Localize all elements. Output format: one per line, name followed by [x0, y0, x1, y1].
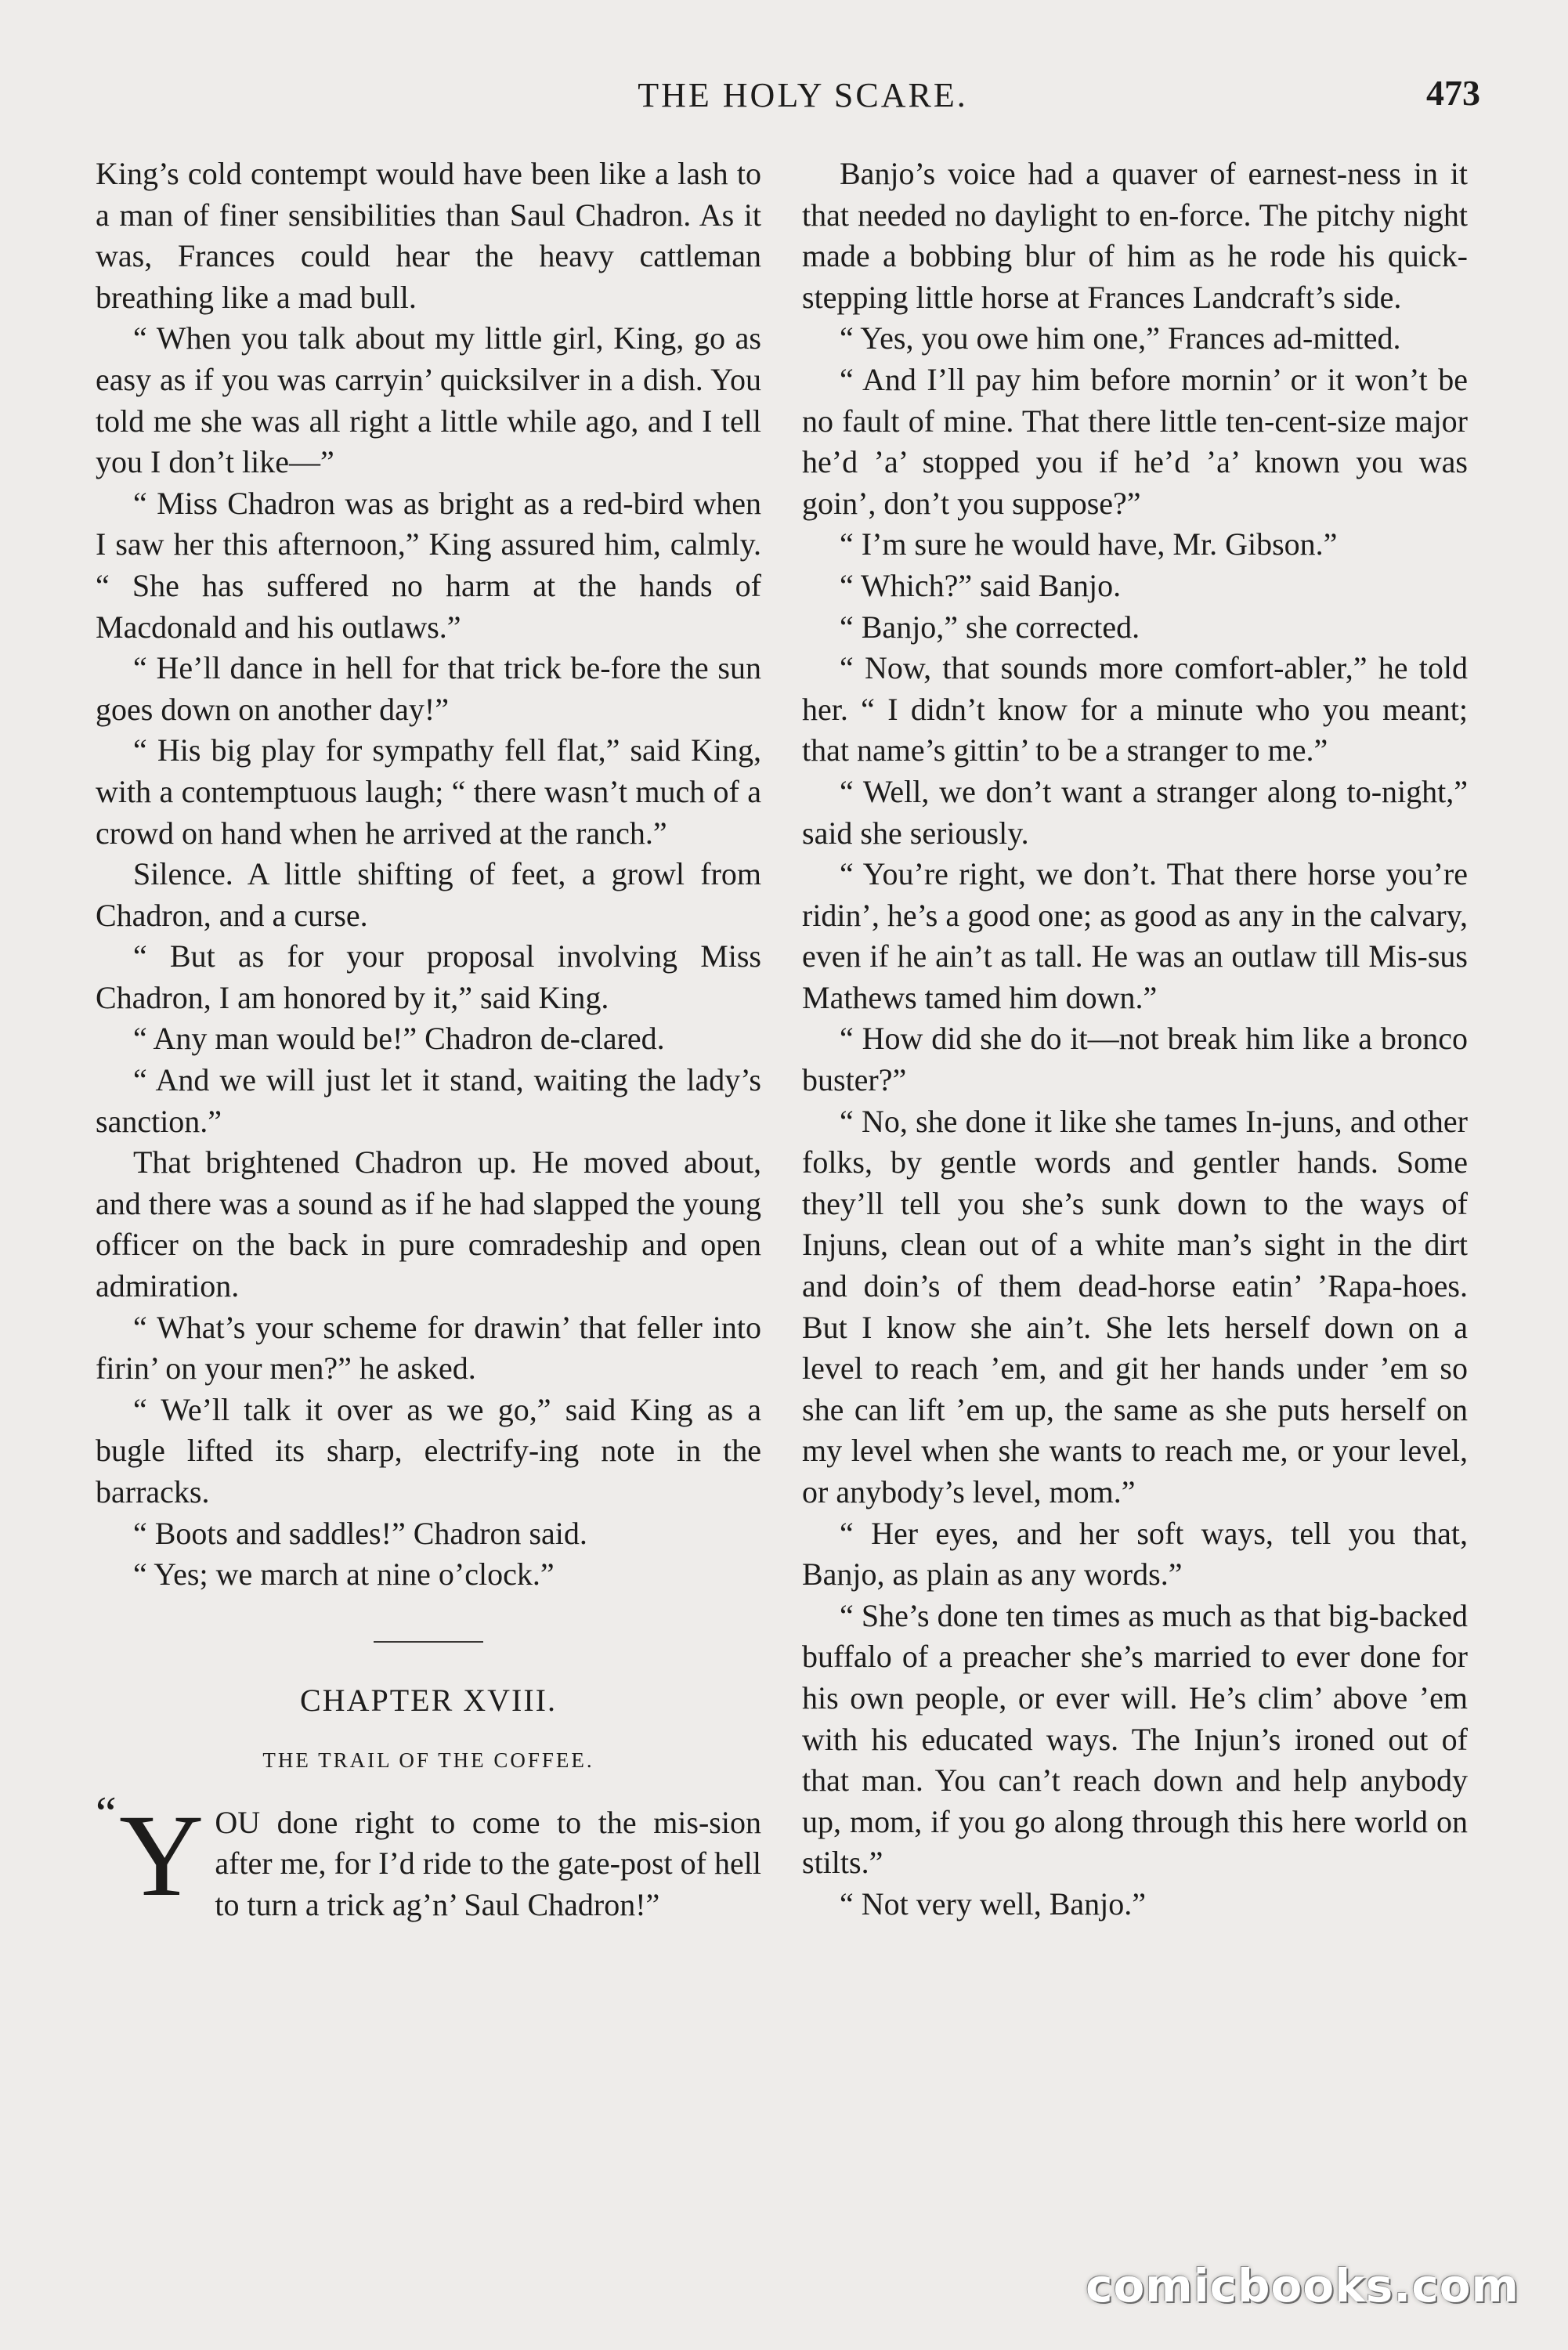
- chapter-opening: [96, 1787, 761, 1926]
- paragraph: “ What’s your scheme for drawin’ that feller into firin’ on your men?” he asked.: [96, 1309, 761, 1386]
- paragraph: “ I’m sure he would have, Mr. Gibson.”: [840, 526, 1338, 562]
- paragraph: “ And I’ll pay him before mornin’ or it won’t be no fault of mine. That there little ten-cent-size major he’d ’a’ stopped you if he’d ’a’ known you was goin’, don’t you suppose?”: [802, 361, 1468, 521]
- paragraph: Banjo’s voice had a quaver of earnest-ness in it that needed no daylight to en-force. The pitchy night made a bobbing blur of him as he rode his quick-stepping little horse at Frances Landcraft’s side.: [802, 156, 1468, 315]
- paragraph: “ Any man would be!” Chadron de-clared.: [133, 1021, 665, 1057]
- chapter-subtitle: THE TRAIL OF THE COFFEE.: [262, 1748, 594, 1772]
- paragraph: “ Well, we don’t want a stranger along to-night,” said she seriously.: [802, 773, 1468, 851]
- right-column: [802, 154, 1468, 1925]
- paragraph: “ But as for your proposal involving Miss Chadron, I am honored by it,” said King.: [96, 938, 761, 1015]
- paragraph: “ And we will just let it stand, waiting the lady’s sanction.”: [96, 1062, 761, 1139]
- paragraph: “ Banjo,” she corrected.: [840, 609, 1140, 645]
- chapter-title: CHAPTER XVIII.: [300, 1682, 557, 1718]
- paragraph: King’s cold contempt would have been like a lash to a man of finer sensibilities than Saul Chadron. As it was, Frances could hear the heavy cattleman breathing like a mad bull.: [96, 156, 761, 315]
- paragraph: That brightened Chadron up. He moved about, and there was a sound as if he had slapped the young officer on the back in pure comradeship and open admiration.: [96, 1144, 761, 1304]
- paragraph: “ Not very well, Banjo.”: [840, 1885, 1146, 1922]
- paragraph: “ How did she do it—not break him like a bronco buster?”: [802, 1021, 1468, 1098]
- running-title: THE HOLY SCARE.: [638, 76, 968, 114]
- paragraph: “ Yes, you owe him one,” Frances ad-mitted.: [840, 320, 1401, 356]
- chapter-divider: [374, 1641, 483, 1643]
- paragraph: “ When you talk about my little girl, King, go as easy as if you was carryin’ quicksilver in a dish. You told me she was all right a little while ago, and I tell you I don’t like—”: [96, 320, 761, 480]
- paragraph: “ No, she done it like she tames In-juns, and other folks, by gentle words and gentler hands. Some they’ll tell you she’s sunk down to the ways of Injuns, clean out of a white man’s sight in the dirt and doin’s of them dead-horse eatin’ ’Rapa-hoes. But I know she ain’t. She lets herself down on a level to reach ’em, and git her hands under ’em so she can lift ’em up, the same as she puts herself on my level when she wants to reach me, or your level, or anybody’s level, mom.”: [802, 1103, 1468, 1509]
- running-head: [125, 72, 1480, 122]
- paragraph: “ We’ll talk it over as we go,” said King as a bugle lifted its sharp, electrify-ing note in the barracks.: [96, 1391, 761, 1509]
- chapter-opening-text: OU done right to come to the mis-sion after me, for I’d ride to the gate-post of hell to turn a trick ag’n’ Saul Chadron!”: [215, 1804, 761, 1922]
- left-column: [96, 154, 761, 1926]
- paragraph: Silence. A little shifting of feet, a growl from Chadron, and a curse.: [96, 856, 761, 933]
- paragraph: “ You’re right, we don’t. That there horse you’re ridin’, he’s a good one; as good as any in the calvary, even if he ain’t as tall. He was an outlaw till Mis-sus Mathews tamed him down.”: [802, 856, 1468, 1015]
- paragraph: “ Boots and saddles!” Chadron said.: [133, 1515, 587, 1551]
- opening-quote-mark: “: [96, 1787, 117, 1839]
- paragraph: “ Which?” said Banjo.: [840, 567, 1122, 603]
- drop-cap: Y: [119, 1790, 204, 1921]
- paragraph: “ Her eyes, and her soft ways, tell you that, Banjo, as plain as any words.”: [802, 1515, 1468, 1593]
- source-watermark: comicbooks.com: [1086, 2259, 1519, 2312]
- page-number: 473: [1426, 73, 1480, 113]
- paragraph: “ Now, that sounds more comfort-abler,” he told her. “ I didn’t know for a minute who you meant; that name’s gittin’ to be a stranger to me.”: [802, 650, 1468, 768]
- paragraph: “ He’ll dance in hell for that trick be-fore the sun goes down on another day!”: [96, 650, 761, 727]
- paragraph: “ She’s done ten times as much as that big-backed buffalo of a preacher she’s married to ever done for his own people, or ever will. He’s clim’ above ’em with his educated ways. The Injun’s ironed out of that man. You can’t reach down and help anybody up, mom, if you go along through this here world on stilts.”: [802, 1597, 1468, 1881]
- paragraph: “ Yes; we march at nine o’clock.”: [133, 1556, 555, 1593]
- paragraph: “ His big play for sympathy fell flat,” said King, with a contemptuous laugh; “ there wasn’t much of a crowd on hand when he arrived at the ranch.”: [96, 732, 761, 851]
- paragraph: “ Miss Chadron was as bright as a red-bird when I saw her this afternoon,” King assured him, calmly. “ She has suffered no harm at the hands of Macdonald and his outlaws.”: [96, 485, 761, 645]
